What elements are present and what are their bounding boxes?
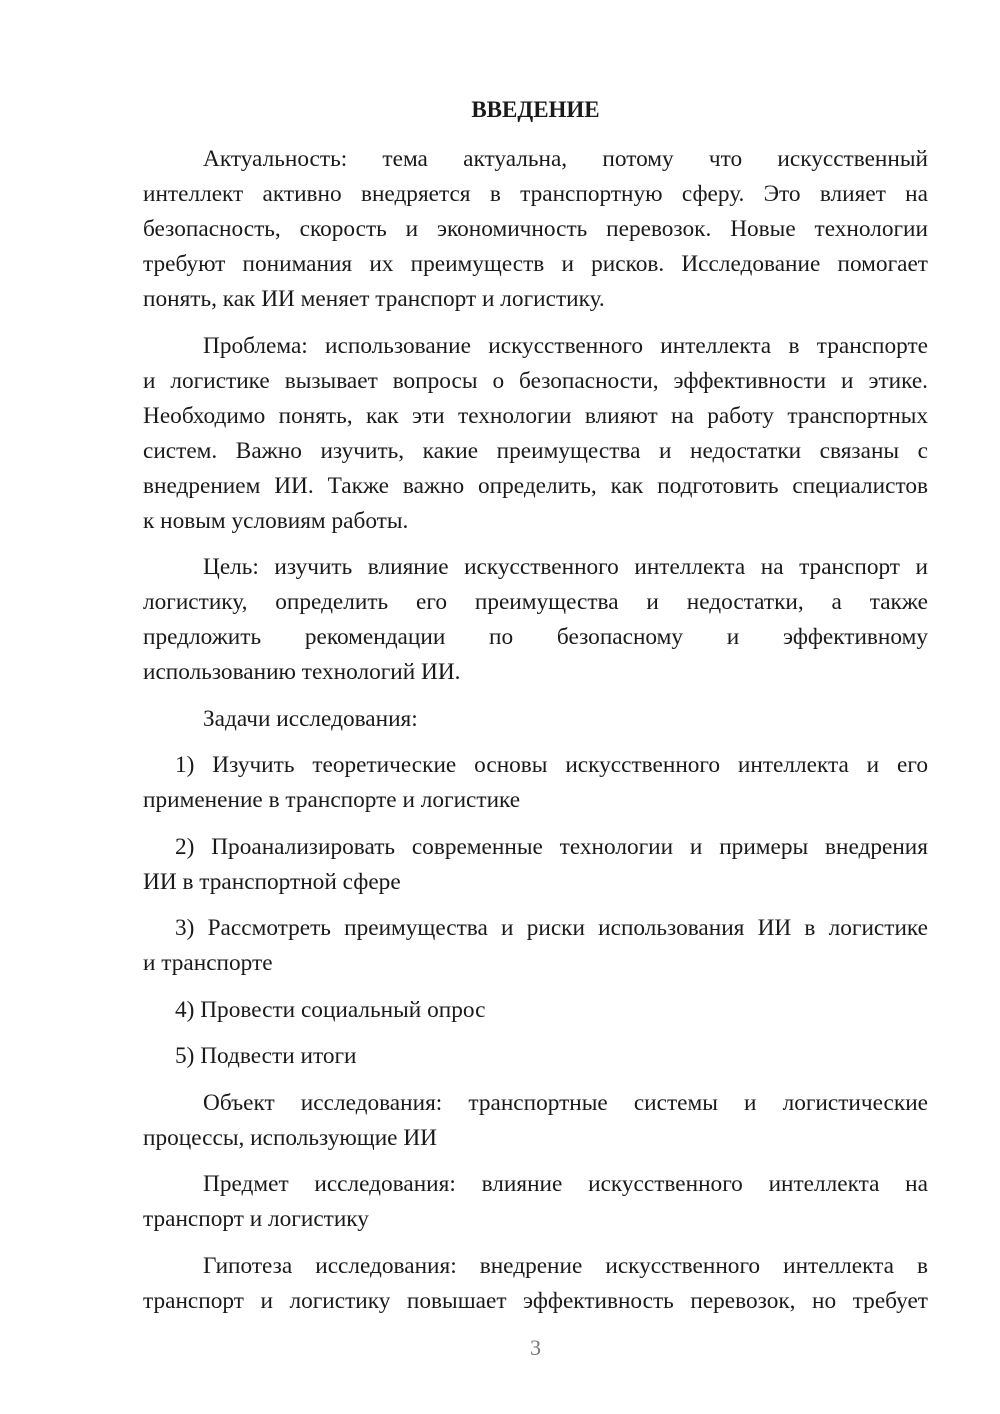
page-number: 3 [530,1335,541,1360]
text-line: предложить рекомендации по безопасному и эффективному [143,624,928,650]
text-line: Задачи исследования: [203,705,418,732]
text-line: 3) Рассмотреть преимущества и риски использования ИИ в логистике [175,915,928,941]
task-list-item [143,911,928,981]
text-line: Гипотеза исследования: внедрение искусственного интеллекта в [203,1252,928,1279]
text-line: Необходимо понять, как эти технологии влияют на работу транспортных [143,402,928,429]
text-line: Проблема: использование искусственного интеллекта в транспорте [203,332,928,359]
text-line: 1) Изучить теоретические основы искусственного интеллекта и его [175,752,928,778]
text-line: 5) Подвести итоги [175,1043,357,1069]
task-list-item [143,830,928,900]
text-line: к новым условиям работы. [143,507,409,534]
text-line: применение в транспорте и логистике [143,787,521,813]
text-line: 4) Провести социальный опрос [175,996,486,1023]
text-line: ИИ в транспортной сфере [143,868,401,895]
task-list-item [143,1039,928,1074]
paragraph [143,329,928,539]
text-line: транспорт и логистику повышает эффективность перевозок, но требует [143,1287,928,1314]
text-line: и логистике вызывает вопросы о безопасности, эффективности и этике. [143,367,928,394]
text-line: Актуальность: тема актуальна, потому что искусственный [203,146,928,172]
paragraph [143,1249,928,1319]
text-line: Объект исследования: транспортные системы и логистические [203,1089,928,1116]
text-line: безопасность, скорость и экономичность перевозок. Новые технологии [143,216,928,242]
document-body [143,142,928,1330]
text-line: интеллект активно внедряется в транспортную сферу. Это влияет на [143,181,928,207]
text-line: понять, как ИИ меняет транспорт и логистику. [143,286,605,312]
text-line: использованию технологий ИИ. [143,659,461,685]
task-list-item [143,993,928,1028]
text-line: 2) Проанализировать современные технологии и примеры внедрения [175,833,928,860]
text-line: логистику, определить его преимущества и недостатки, а также [143,589,928,615]
text-line: Предмет исследования: влияние искусственного интеллекта на [203,1171,928,1197]
text-line: требуют понимания их преимуществ и рисков. Исследование помогает [143,251,928,277]
paragraph [143,1167,928,1237]
text-line: транспорт и логистику [143,1206,369,1232]
paragraph [143,550,928,690]
text-line: процессы, использующие ИИ [143,1124,437,1151]
task-list-item [143,748,928,818]
section-title: ВВЕДЕНИЕ [471,97,600,122]
paragraph [143,1086,928,1156]
text-line: Цель: изучить влияние искусственного интеллекта на транспорт и [203,554,928,580]
paragraph [143,702,928,737]
paragraph [143,142,928,317]
text-line: систем. Важно изучить, какие преимущества и недостатки связаны с [143,437,928,464]
text-line: и транспорте [143,950,273,976]
text-line: внедрением ИИ. Также важно определить, как подготовить специалистов [143,472,928,499]
